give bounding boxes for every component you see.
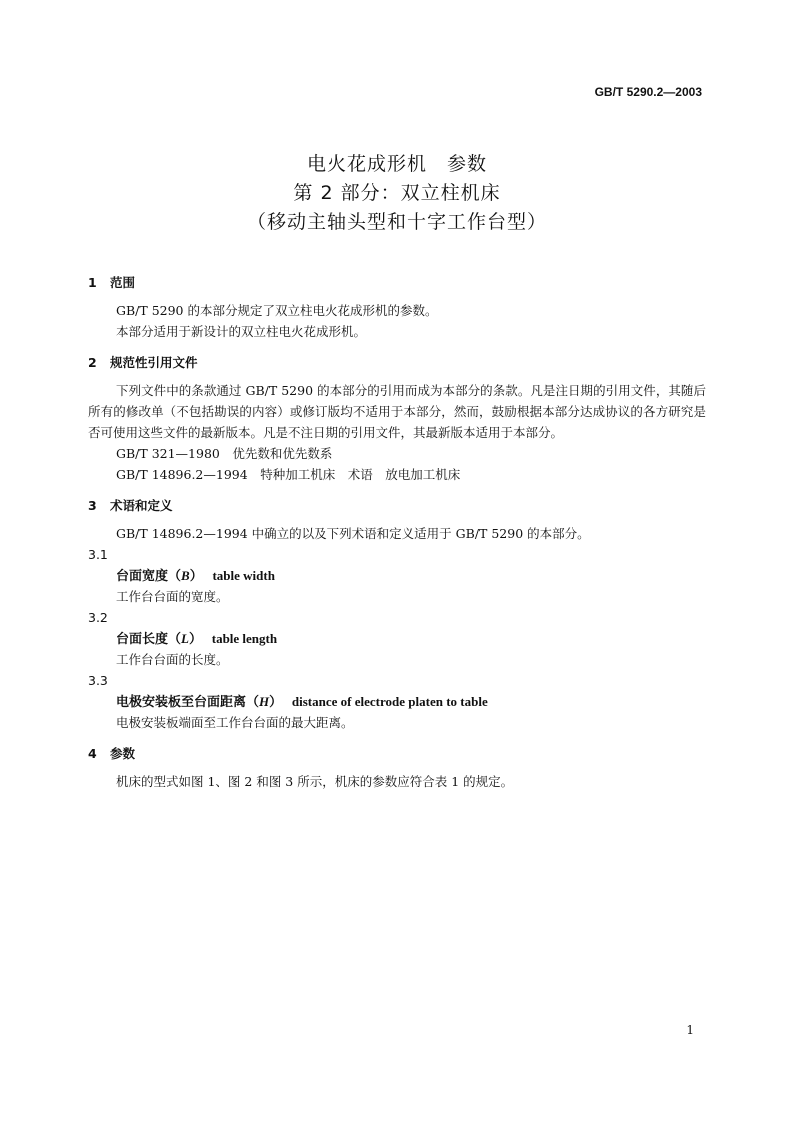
clause-number: 3.1 — [88, 547, 108, 562]
document-body — [88, 272, 706, 802]
section-heading — [88, 495, 706, 516]
standard-number: GB/T 5290.2—2003 — [594, 85, 702, 99]
term-symbol: B — [181, 568, 190, 583]
term-definition: 电极安装板端面至工作台台面的最大距离。 — [116, 715, 354, 730]
paragraph: 下列文件中的条款通过 GB/T 5290 的本部分的引用而成为本部分的条款。凡是注日期的引用文件，其随后所有的修改单（不包括勘误的内容）或修订版均不适用于本部分，然而，鼓励根据本部分达成协议的各方研究是否可使用这些文件的最新版本。凡是不注日期的引用文件，其最新版本适用于本部分。 — [88, 383, 706, 440]
section-title: 规范性引用文件 — [110, 355, 198, 370]
term-entry — [88, 691, 706, 712]
reference-item: GB/T 14896.2—1994 特种加工机床 术语 放电加工机床 — [116, 467, 461, 482]
section-title: 术语和定义 — [110, 498, 173, 513]
paragraph: 本部分适用于新设计的双立柱电火花成形机。 — [116, 324, 367, 339]
term-entry — [88, 565, 706, 586]
section-title: 参数 — [110, 746, 136, 761]
term-en: distance of electrode platen to table — [291, 694, 488, 709]
section-number: 4 — [88, 746, 97, 761]
title-line-3: （移动主轴头型和十字工作台型） — [246, 211, 547, 233]
clause-number: 3.2 — [88, 610, 108, 625]
clause-number: 3.3 — [88, 673, 108, 688]
term-entry — [88, 628, 706, 649]
term-symbol: L — [181, 631, 189, 646]
term-cn: 电极安装板至台面距离（ — [116, 694, 260, 709]
section-number: 1 — [88, 275, 97, 290]
title-line-2: 第 2 部分：双立柱机床 — [293, 182, 501, 204]
term-definition: 工作台台面的宽度。 — [116, 589, 229, 604]
section-scope — [88, 272, 706, 342]
term-symbol: H — [259, 694, 270, 709]
section-title: 范围 — [110, 275, 136, 290]
term-cn: 台面宽度（ — [116, 568, 182, 583]
term-en: table length — [211, 631, 278, 646]
term-definition: 工作台台面的长度。 — [116, 652, 229, 667]
section-heading — [88, 352, 706, 373]
section-terms-definitions — [88, 495, 706, 733]
document-title — [0, 150, 794, 237]
section-normative-references — [88, 352, 706, 485]
section-parameters — [88, 743, 706, 792]
page-number: 1 — [686, 1023, 694, 1037]
term-cn: 台面长度（ — [116, 631, 182, 646]
reference-item: GB/T 321—1980 优先数和优先数系 — [116, 446, 333, 461]
section-number: 2 — [88, 355, 97, 370]
paragraph: 机床的型式如图 1、图 2 和图 3 所示，机床的参数应符合表 1 的规定。 — [116, 774, 514, 789]
section-heading — [88, 272, 706, 293]
section-heading — [88, 743, 706, 764]
paragraph: GB/T 5290 的本部分规定了双立柱电火花成形机的参数。 — [116, 303, 438, 318]
title-line-1: 电火花成形机 参数 — [306, 153, 487, 175]
term-en: table width — [212, 568, 275, 583]
term-cn-end: ） — [188, 631, 202, 646]
term-cn-end: ） — [189, 568, 203, 583]
paragraph: GB/T 14896.2—1994 中确立的以及下列术语和定义适用于 GB/T 5290 的本部分。 — [116, 526, 590, 541]
section-number: 3 — [88, 498, 97, 513]
term-cn-end: ） — [269, 694, 283, 709]
